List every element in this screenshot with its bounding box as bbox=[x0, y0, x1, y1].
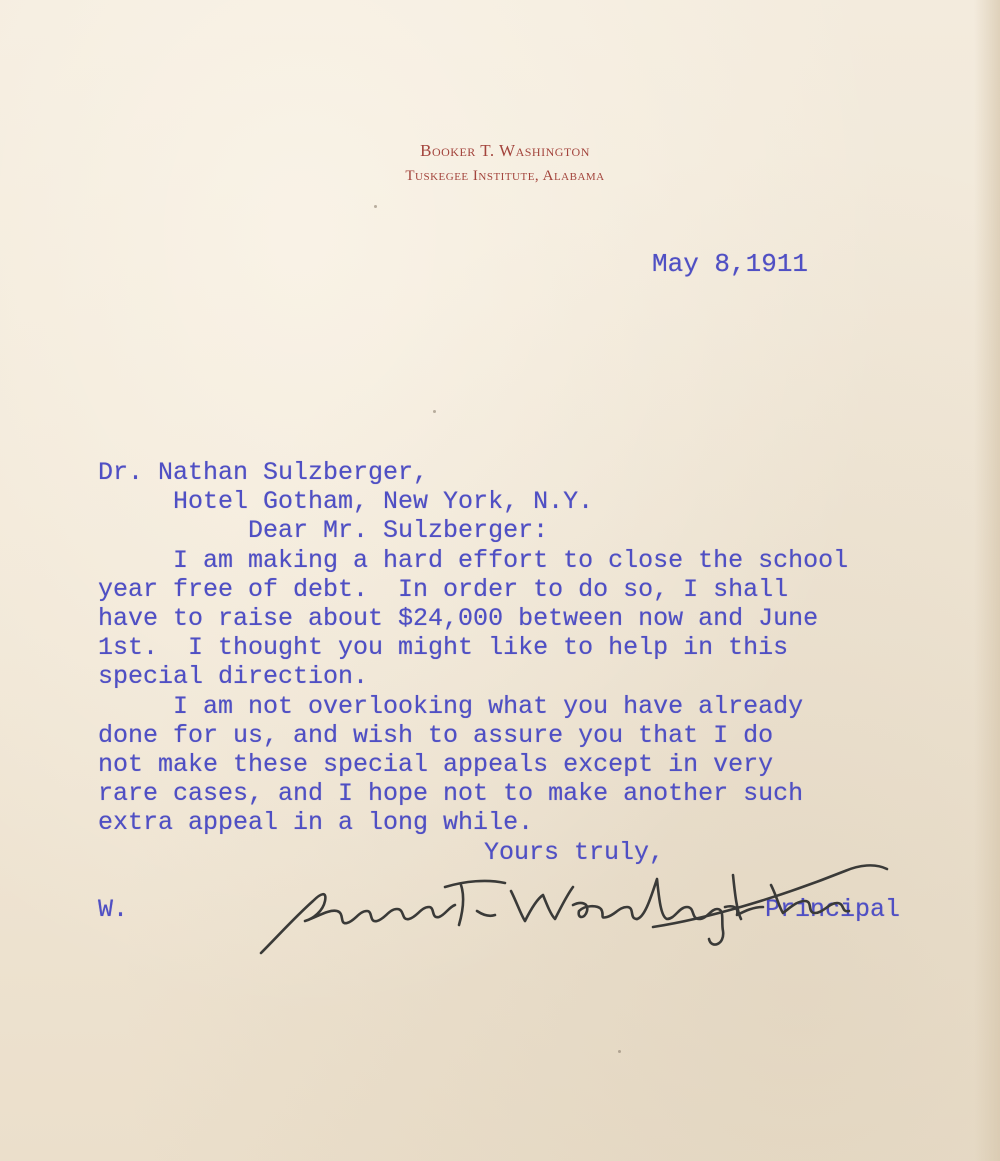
paper-speck bbox=[618, 1050, 621, 1053]
paper-speck bbox=[433, 410, 436, 413]
letterhead-place: Tuskegee Institute, Alabama bbox=[405, 168, 605, 184]
letterhead-name: Booker T. Washington bbox=[420, 141, 590, 160]
letter-body: Dr. Nathan Sulzberger, Hotel Gotham, New York, N.Y. Dear Mr. Sulzberger: I am making a hard effort to close the school year free of debt. In order to do so, I shall have to raise about $24,000 between now and June 1st. I thought you might like to help in this special direction. I am not overlooking what you have already done for us, and wish to assure you that I do not make these special appeals except in very rare cases, and I hope not to make another such extra appeal in a long while. bbox=[98, 458, 849, 838]
letterhead bbox=[330, 140, 680, 187]
paper-speck bbox=[374, 205, 377, 208]
letter-date: May 8,1911 bbox=[652, 249, 809, 279]
typist-initial: W. bbox=[98, 895, 129, 924]
letter-closing: Yours truly, bbox=[484, 838, 665, 867]
signer-title: Principal bbox=[765, 895, 901, 924]
handwritten-signature bbox=[255, 845, 905, 970]
